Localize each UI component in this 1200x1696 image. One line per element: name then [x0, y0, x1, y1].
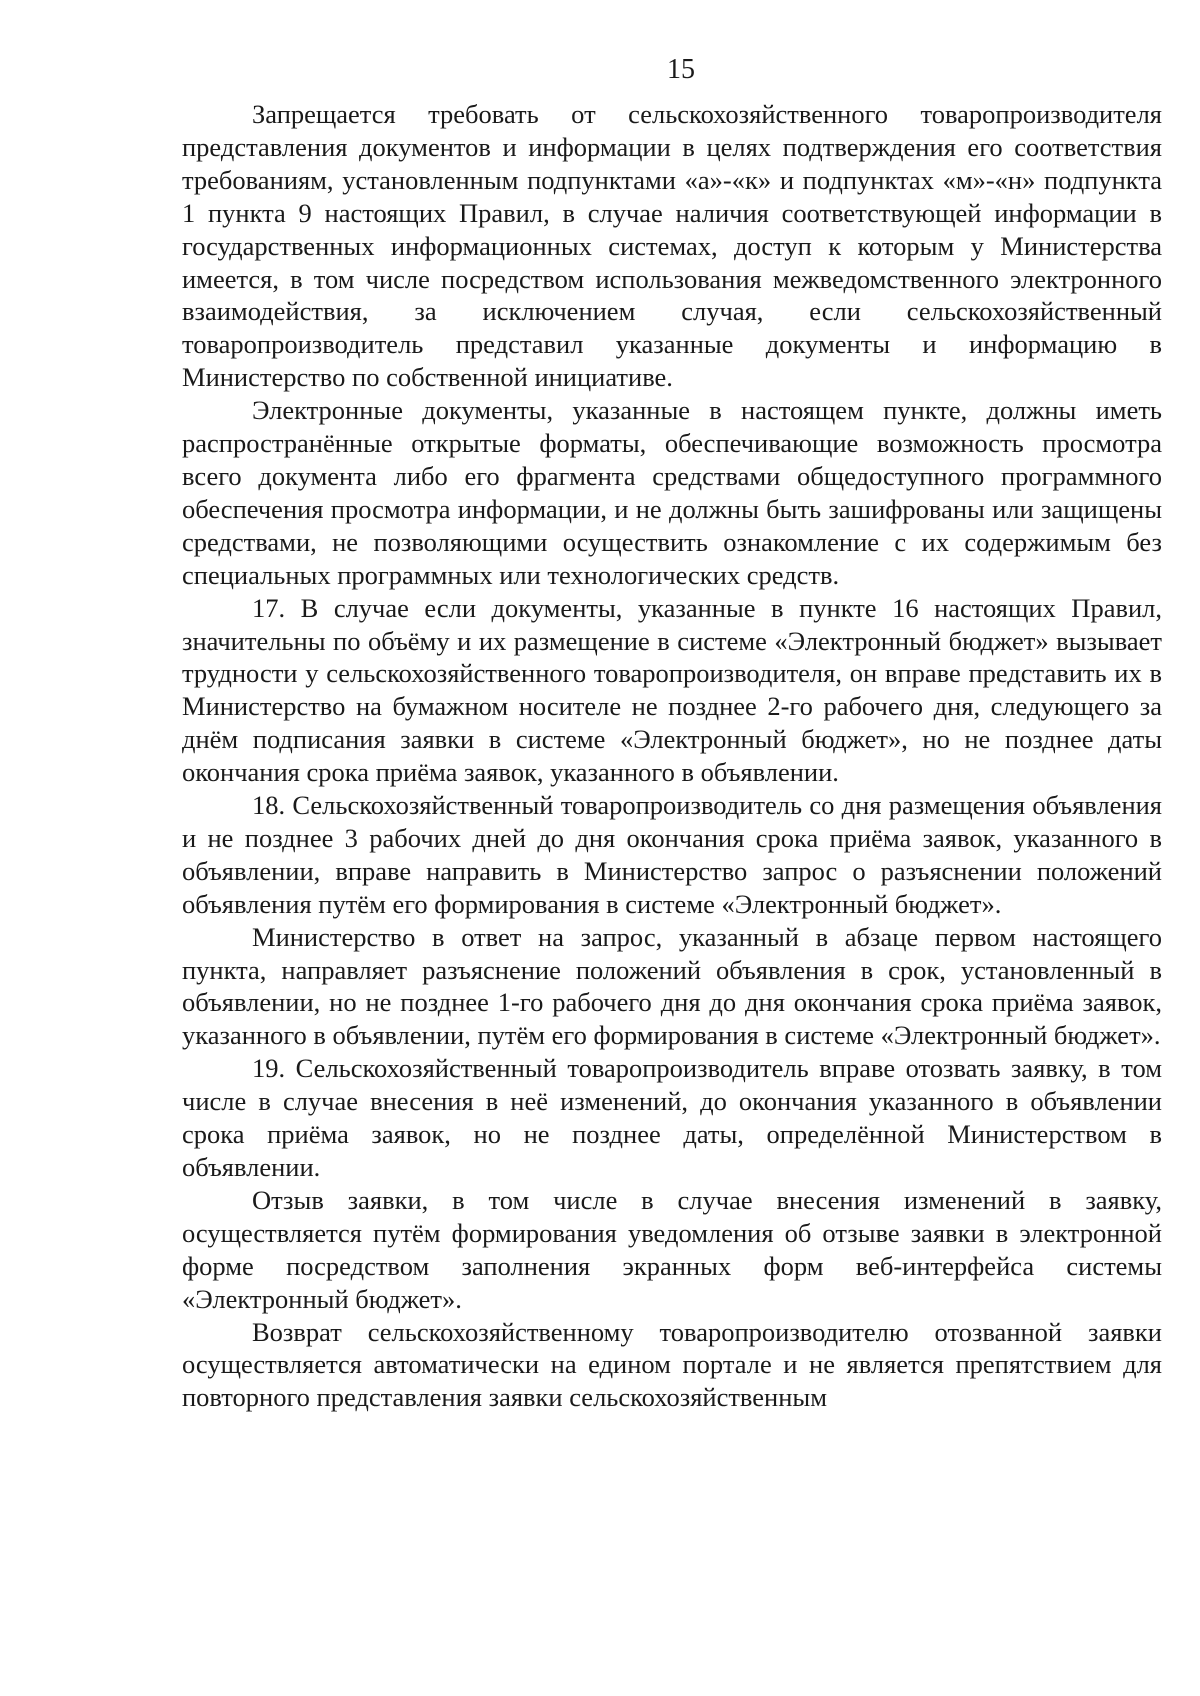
paragraph-electronic-formats: Электронные документы, указанные в настоящем пункте, должны иметь распространённые открытые форматы, обеспечивающие возможность просмотра всего документа либо его фрагмента средствами общедоступного программного обеспечения просмотра информации, и не должны быть зашифрованы или защищены средствами, не позволяющими осуществить ознакомление с их содержимым без специальных программных или технологических средств. [182, 395, 1162, 590]
paragraph-return-of-application: Возврат сельскохозяйственному товаропроизводителю отозванной заявки осуществляется автоматически на едином портале и не является препятствием для повторного представления заявки сельскохозяйственным [182, 1316, 1162, 1413]
document-body [182, 98, 1162, 1414]
paragraph-withdrawal-procedure: Отзыв заявки, в том числе в случае внесения изменений в заявку, осуществляется путём формирования уведомления об отзыве заявки в электронной форме посредством заполнения экранных форм веб-интерфейса системы «Электронный бюджет». [182, 1184, 1162, 1314]
page-number: 15 [667, 54, 695, 85]
paragraph-clause-18: 18. Сельскохозяйственный товаропроизводитель со дня размещения объявления и не позднее 3 рабочих дней до дня окончания срока приёма заявок, указанного в объявлении, вправе направить в Министерство запрос о разъяснении положений объявления путём его формирования в системе «Электронный бюджет». [182, 790, 1162, 919]
paragraph-document-request-restriction: Запрещается требовать от сельскохозяйственного товаропроизводителя представления документов и информации в целях подтверждения его соответствия требованиям, установленным подпунктами «а»-«к» и подпунктах «м»-«н» подпункта 1 пункта 9 настоящих Правил, в случае наличия соответствующей информации в государственных информационных системах, доступ к которым у Министерства имеется, в том числе посредством использования межведомственного электронного взаимодействия, за исключением случая, если сельскохозяйственный товаропроизводитель представил указанные документы и информацию в Министерство по собственной инициативе. [182, 99, 1162, 393]
paragraph-clause-19: 19. Сельскохозяйственный товаропроизводитель вправе отозвать заявку, в том числе в случае внесения в неё изменений, до окончания указанного в объявлении срока приёма заявок, но не позднее даты, определённой Министерством в объявлении. [182, 1053, 1162, 1182]
paragraph-clause-17: 17. В случае если документы, указанные в пункте 16 настоящих Правил, значительны по объёму и их размещение в системе «Электронный бюджет» вызывает трудности у сельскохозяйственного товаропроизводителя, он вправе представить их в Министерство на бумажном носителе не позднее 2-го рабочего дня, следующего за днём подписания заявки в системе «Электронный бюджет», но не позднее даты окончания срока приёма заявок, указанного в объявлении. [182, 592, 1162, 788]
paragraph-ministry-response: Министерство в ответ на запрос, указанный в абзаце первом настоящего пункта, направляет разъяснение положений объявления в срок, установленный в объявлении, но не позднее 1-го рабочего дня до дня окончания срока приёма заявок, указанного в объявлении, путём его формирования в системе «Электронный бюджет». [182, 921, 1162, 1051]
